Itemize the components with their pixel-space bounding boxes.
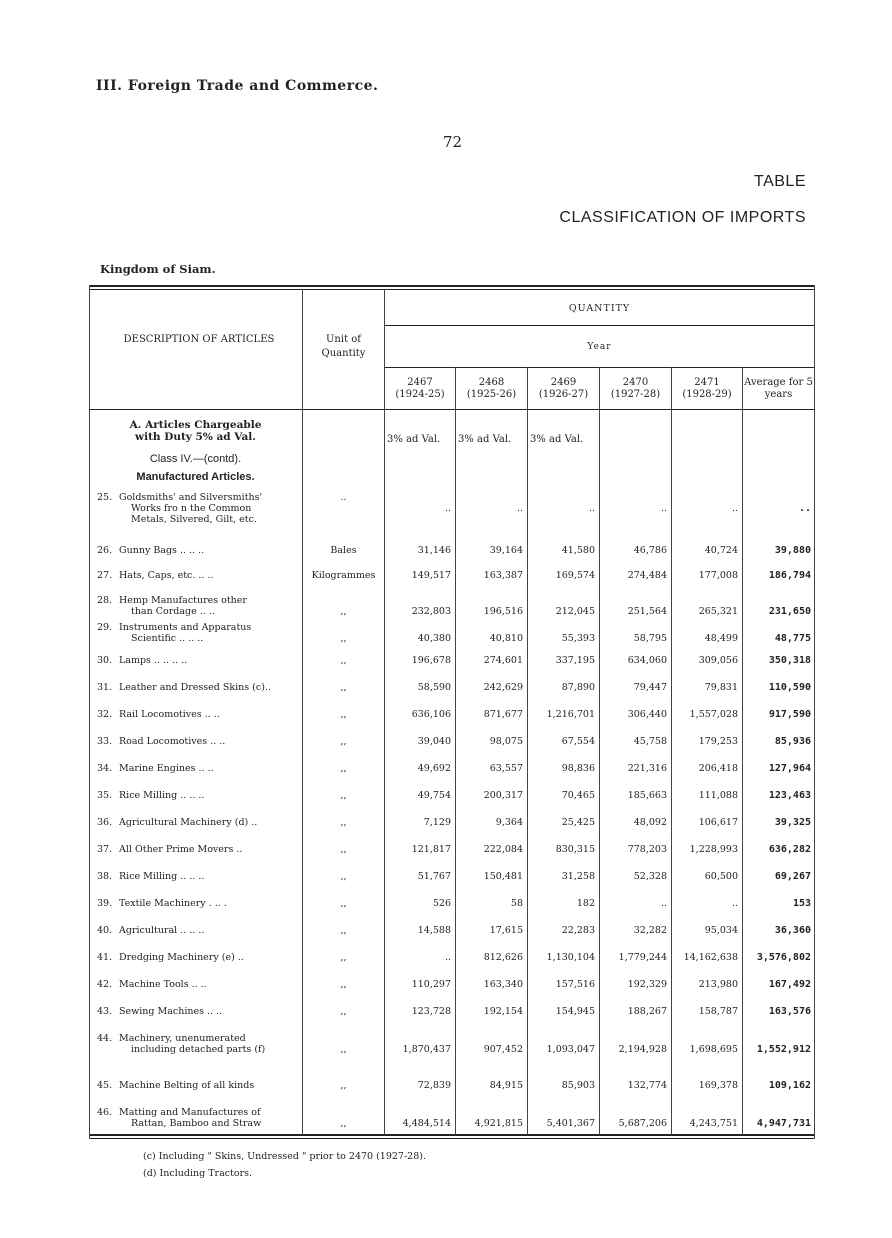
row-description: Rattan, Bamboo and Straw [131, 1118, 262, 1129]
col-unit-header: Unit of Quantity [321, 334, 366, 359]
footnote-d: (d) Including Tractors. [143, 1168, 253, 1179]
row-value-4: 274,484 [627, 570, 667, 581]
year-col-1: 2467 (1924-25) [395, 377, 445, 400]
col-line-y4 [599, 367, 600, 1135]
row-description: Dredging Machinery (e) .. [119, 952, 244, 963]
col-line-avg [742, 367, 743, 1135]
row-value-1: 121,817 [411, 844, 451, 855]
quantity-rule [384, 325, 814, 326]
row-number: 34. [97, 763, 113, 774]
row-number: 26. [97, 545, 113, 556]
row-average: 127,964 [768, 763, 811, 774]
year-col-2: 2468 (1925-26) [466, 377, 517, 400]
row-value-5: 79,831 [704, 682, 738, 693]
row-value-3: 1,216,701 [546, 709, 595, 720]
row-value-4: .. [660, 503, 667, 514]
row-description: Hemp Manufactures other [119, 595, 247, 606]
row-value-1: 49,754 [417, 790, 451, 801]
row-average: 36,360 [774, 925, 811, 936]
row-value-2: 63,557 [489, 763, 523, 774]
row-number: 46. [97, 1107, 113, 1118]
row-unit: ,, [340, 817, 347, 828]
row-value-4: 32,282 [633, 925, 667, 936]
row-value-3: 41,580 [561, 545, 595, 556]
row-unit: ,, [340, 1006, 347, 1017]
row-number: 42. [97, 979, 113, 990]
row-value-3: 169,574 [555, 570, 595, 581]
avg-col-header: Average for 5 years [744, 377, 813, 400]
row-value-4: 778,203 [627, 844, 667, 855]
table-right-border [814, 285, 815, 1139]
row-value-2: 192,154 [483, 1006, 523, 1017]
row-value-4: 132,774 [627, 1080, 667, 1091]
row-average: 48,775 [774, 633, 811, 644]
col-line-y1 [384, 289, 385, 1135]
row-number: 43. [97, 1006, 113, 1017]
row-average: 153 [792, 898, 811, 909]
row-unit: ,, [340, 898, 347, 909]
row-unit: ,, [340, 736, 347, 747]
row-value-2: 17,615 [489, 925, 523, 936]
row-value-4: 1,779,244 [618, 952, 667, 963]
row-value-2: 9,364 [495, 817, 523, 828]
row-description: Marine Engines .. .. [119, 763, 214, 774]
row-description: Goldsmiths' and Silversmiths' [119, 492, 263, 503]
row-value-4: 251,564 [627, 606, 667, 617]
row-average: 917,590 [768, 709, 811, 720]
col-line-y2 [455, 367, 456, 1135]
row-unit: ,, [340, 606, 347, 617]
row-value-4: 192,329 [627, 979, 667, 990]
footnote-c: (c) Including " Skins, Undressed " prior to 2470 (1927-28). [143, 1151, 427, 1162]
row-value-4: 58,795 [633, 633, 667, 644]
row-description: than Cordage .. .. [131, 606, 215, 617]
quantity-header: QUANTITY [568, 303, 631, 314]
row-unit: ,, [340, 1118, 347, 1129]
row-value-5: .. [731, 503, 738, 514]
row-number: 44. [97, 1033, 113, 1044]
row-value-3: 85,903 [561, 1080, 595, 1091]
row-value-4: 306,440 [627, 709, 667, 720]
row-value-5: .. [731, 898, 738, 909]
row-number: 37. [97, 844, 113, 855]
table-bottom-rule-2 [89, 1138, 815, 1139]
row-description: Machine Tools .. .. [119, 979, 207, 990]
row-value-1: 232,803 [411, 606, 451, 617]
row-unit: ,, [340, 633, 347, 644]
row-number: 31. [97, 682, 113, 693]
row-unit: .. [340, 492, 347, 503]
row-number: 28. [97, 595, 113, 606]
row-value-3: 830,315 [555, 844, 595, 855]
row-value-3: 337,195 [555, 655, 595, 666]
row-average: 123,463 [768, 790, 811, 801]
row-description: Matting and Manufactures of [119, 1107, 261, 1118]
row-value-2: 4,921,815 [474, 1118, 523, 1129]
row-unit: ,, [340, 844, 347, 855]
year-col-4: 2470 (1927-28) [610, 377, 661, 400]
row-description: Hats, Caps, etc. .. .. [119, 570, 214, 581]
row-value-5: 179,253 [698, 736, 738, 747]
row-value-5: 309,056 [698, 655, 738, 666]
row-value-2: 907,452 [483, 1044, 523, 1055]
row-value-4: .. [660, 898, 667, 909]
row-value-3: 22,283 [561, 925, 595, 936]
row-value-2: 200,317 [483, 790, 523, 801]
manufactured-label: Manufactured Articles. [136, 471, 255, 483]
row-value-5: 213,980 [698, 979, 738, 990]
row-value-1: 7,129 [423, 817, 451, 828]
row-description: Metals, Silvered, Gilt, etc. [131, 514, 257, 525]
row-number: 41. [97, 952, 113, 963]
row-average: 1,552,912 [756, 1044, 811, 1055]
row-value-3: 154,945 [555, 1006, 595, 1017]
row-value-3: 98,836 [561, 763, 595, 774]
row-value-3: 212,045 [555, 606, 595, 617]
row-value-5: 169,378 [698, 1080, 738, 1091]
row-description: Leather and Dressed Skins (c).. [119, 682, 271, 693]
row-value-5: 111,088 [698, 790, 738, 801]
row-value-5: 95,034 [704, 925, 738, 936]
row-number: 32. [97, 709, 113, 720]
row-average: 636,282 [768, 844, 811, 855]
row-value-5: 1,557,028 [689, 709, 738, 720]
class-label: Class IV.—(contd). [149, 453, 242, 465]
row-description: Road Locomotives .. .. [119, 736, 226, 747]
row-description: All Other Prime Movers .. [119, 844, 243, 855]
row-average: 163,576 [768, 1006, 811, 1017]
year-header: Year [587, 342, 612, 352]
row-value-2: 98,075 [489, 736, 523, 747]
row-value-4: 45,758 [633, 736, 667, 747]
row-value-2: 871,677 [483, 709, 523, 720]
row-value-1: .. [444, 952, 451, 963]
row-value-1: 526 [432, 898, 451, 909]
row-description: Rail Locomotives .. .. [119, 709, 220, 720]
duty-col-3: 3% ad Val. [530, 434, 584, 445]
row-unit: ,, [340, 763, 347, 774]
row-description: Rice Milling .. .. .. [119, 871, 205, 882]
row-unit: ,, [340, 952, 347, 963]
row-value-3: 70,465 [561, 790, 595, 801]
row-value-2: .. [516, 503, 523, 514]
table-bottom-rule [89, 1134, 815, 1136]
row-value-5: 4,243,751 [689, 1118, 738, 1129]
row-unit: ,, [340, 655, 347, 666]
row-description: including detached parts (f) [131, 1044, 266, 1055]
year-col-5: 2471 (1928-29) [682, 377, 732, 400]
row-average: 350,318 [768, 655, 811, 666]
imports-table [89, 285, 815, 1140]
row-value-5: 177,008 [698, 570, 738, 581]
row-number: 39. [97, 898, 113, 909]
row-description: Sewing Machines .. .. [119, 1006, 223, 1017]
header-bottom-rule [89, 409, 815, 410]
row-value-1: 110,297 [411, 979, 451, 990]
col-description-header: DESCRIPTION OF ARTICLES [123, 334, 275, 345]
row-description: Agricultural .. .. .. [119, 925, 205, 936]
row-value-5: 48,499 [704, 633, 738, 644]
row-value-1: 149,517 [411, 570, 451, 581]
year-col-3: 2469 (1926-27) [538, 377, 589, 400]
row-value-1: 123,728 [411, 1006, 451, 1017]
row-value-3: 157,516 [555, 979, 595, 990]
kingdom-label: Kingdom of Siam. [100, 262, 216, 276]
row-number: 27. [97, 570, 113, 581]
row-value-4: 48,092 [633, 817, 667, 828]
row-value-2: 150,481 [483, 871, 523, 882]
row-unit: ,, [340, 979, 347, 990]
row-description: Instruments and Apparatus [119, 622, 252, 633]
row-number: 33. [97, 736, 113, 747]
row-value-3: 67,554 [561, 736, 595, 747]
row-value-2: 58 [510, 898, 523, 909]
row-value-2: 196,516 [483, 606, 523, 617]
table-top-rule-2 [89, 289, 815, 290]
row-value-5: 265,321 [698, 606, 738, 617]
section-a-heading: A. Articles Chargeable with Duty 5% ad Val. [129, 419, 262, 443]
row-description: Textile Machinery . .. . [119, 898, 227, 909]
row-number: 35. [97, 790, 113, 801]
row-value-1: 4,484,514 [402, 1118, 451, 1129]
row-number: 30. [97, 655, 113, 666]
row-description: Lamps .. .. .. .. [119, 655, 188, 666]
row-value-3: 25,425 [561, 817, 595, 828]
table-left-border [89, 285, 90, 1139]
page-number: 72 [443, 133, 463, 151]
row-number: 25. [97, 492, 113, 503]
row-value-4: 221,316 [627, 763, 667, 774]
row-description: Machine Belting of all kinds [119, 1080, 255, 1091]
row-value-1: 636,106 [411, 709, 451, 720]
row-value-1: 49,692 [417, 763, 451, 774]
row-value-2: 222,084 [483, 844, 523, 855]
row-description: Gunny Bags .. .. .. [119, 545, 205, 556]
row-value-2: 812,626 [483, 952, 523, 963]
row-value-2: 274,601 [483, 655, 523, 666]
row-average: 3,576,802 [756, 952, 811, 963]
row-value-2: 163,340 [483, 979, 523, 990]
row-average: .. [798, 503, 811, 514]
row-number: 40. [97, 925, 113, 936]
row-unit: Bales [330, 545, 357, 556]
row-value-1: 51,767 [417, 871, 451, 882]
row-value-1: 72,839 [417, 1080, 451, 1091]
row-value-3: 55,393 [561, 633, 595, 644]
row-value-3: 5,401,367 [546, 1118, 595, 1129]
row-value-5: 60,500 [704, 871, 738, 882]
row-description: Agricultural Machinery (d) .. [119, 817, 258, 828]
row-average: 39,325 [774, 817, 811, 828]
row-value-4: 5,687,206 [618, 1118, 667, 1129]
row-description: Rice Milling .. .. .. [119, 790, 205, 801]
row-value-2: 163,387 [483, 570, 523, 581]
row-average: 110,590 [768, 682, 811, 693]
row-unit: ,, [340, 682, 347, 693]
row-value-3: 87,890 [561, 682, 595, 693]
row-value-5: 14,162,638 [683, 952, 738, 963]
row-unit: Kilogrammes [311, 570, 376, 581]
row-value-5: 1,698,695 [689, 1044, 738, 1055]
row-value-3: 1,093,047 [546, 1044, 595, 1055]
row-average: 186,794 [768, 570, 811, 581]
row-unit: ,, [340, 790, 347, 801]
row-value-5: 206,418 [698, 763, 738, 774]
row-average: 167,492 [768, 979, 811, 990]
row-value-2: 39,164 [489, 545, 523, 556]
row-unit: ,, [340, 1080, 347, 1091]
row-value-2: 84,915 [489, 1080, 523, 1091]
row-value-4: 185,663 [627, 790, 667, 801]
row-unit: ,, [340, 709, 347, 720]
row-average: 231,650 [768, 606, 811, 617]
row-value-1: 1,870,437 [402, 1044, 451, 1055]
row-value-5: 158,787 [698, 1006, 738, 1017]
row-average: 69,267 [774, 871, 811, 882]
classification-title: CLASSIFICATION OF IMPORTS [559, 209, 806, 226]
row-value-5: 1,228,993 [689, 844, 738, 855]
row-value-1: 40,380 [417, 633, 451, 644]
table-top-rule [89, 285, 815, 287]
col-line-y5 [671, 367, 672, 1135]
row-value-4: 2,194,928 [618, 1044, 667, 1055]
duty-col-2: 3% ad Val. [458, 434, 512, 445]
duty-col-1: 3% ad Val. [387, 434, 441, 445]
row-unit: ,, [340, 1044, 347, 1055]
row-value-4: 46,786 [633, 545, 667, 556]
row-value-1: 14,588 [417, 925, 451, 936]
row-value-1: 31,146 [417, 545, 451, 556]
row-value-5: 106,617 [698, 817, 738, 828]
row-value-1: 39,040 [417, 736, 451, 747]
row-value-1: 196,678 [411, 655, 451, 666]
row-average: 4,947,731 [756, 1118, 811, 1129]
row-number: 29. [97, 622, 113, 633]
row-value-3: 182 [576, 898, 595, 909]
row-value-4: 188,267 [627, 1006, 667, 1017]
row-description: Machinery, unenumerated [119, 1033, 246, 1044]
row-unit: ,, [340, 925, 347, 936]
row-value-4: 634,060 [627, 655, 667, 666]
row-average: 39,880 [774, 545, 811, 556]
row-value-1: 58,590 [417, 682, 451, 693]
row-value-2: 40,810 [489, 633, 523, 644]
row-number: 45. [97, 1080, 113, 1091]
row-unit: ,, [340, 871, 347, 882]
row-description: Scientific .. .. .. [131, 633, 204, 644]
row-description: Works fro n the Common [131, 503, 252, 514]
table-label: TABLE [754, 173, 806, 190]
row-value-4: 79,447 [633, 682, 667, 693]
row-value-3: 31,258 [561, 871, 595, 882]
row-value-4: 52,328 [633, 871, 667, 882]
row-value-5: 40,724 [704, 545, 738, 556]
row-number: 38. [97, 871, 113, 882]
row-value-2: 242,629 [483, 682, 523, 693]
row-average: 109,162 [768, 1080, 811, 1091]
row-average: 85,936 [774, 736, 811, 747]
section-heading: III. Foreign Trade and Commerce. [96, 78, 379, 94]
row-value-3: 1,130,104 [546, 952, 595, 963]
row-value-1: .. [444, 503, 451, 514]
row-value-3: .. [588, 503, 595, 514]
col-line-y3 [527, 367, 528, 1135]
row-number: 36. [97, 817, 113, 828]
